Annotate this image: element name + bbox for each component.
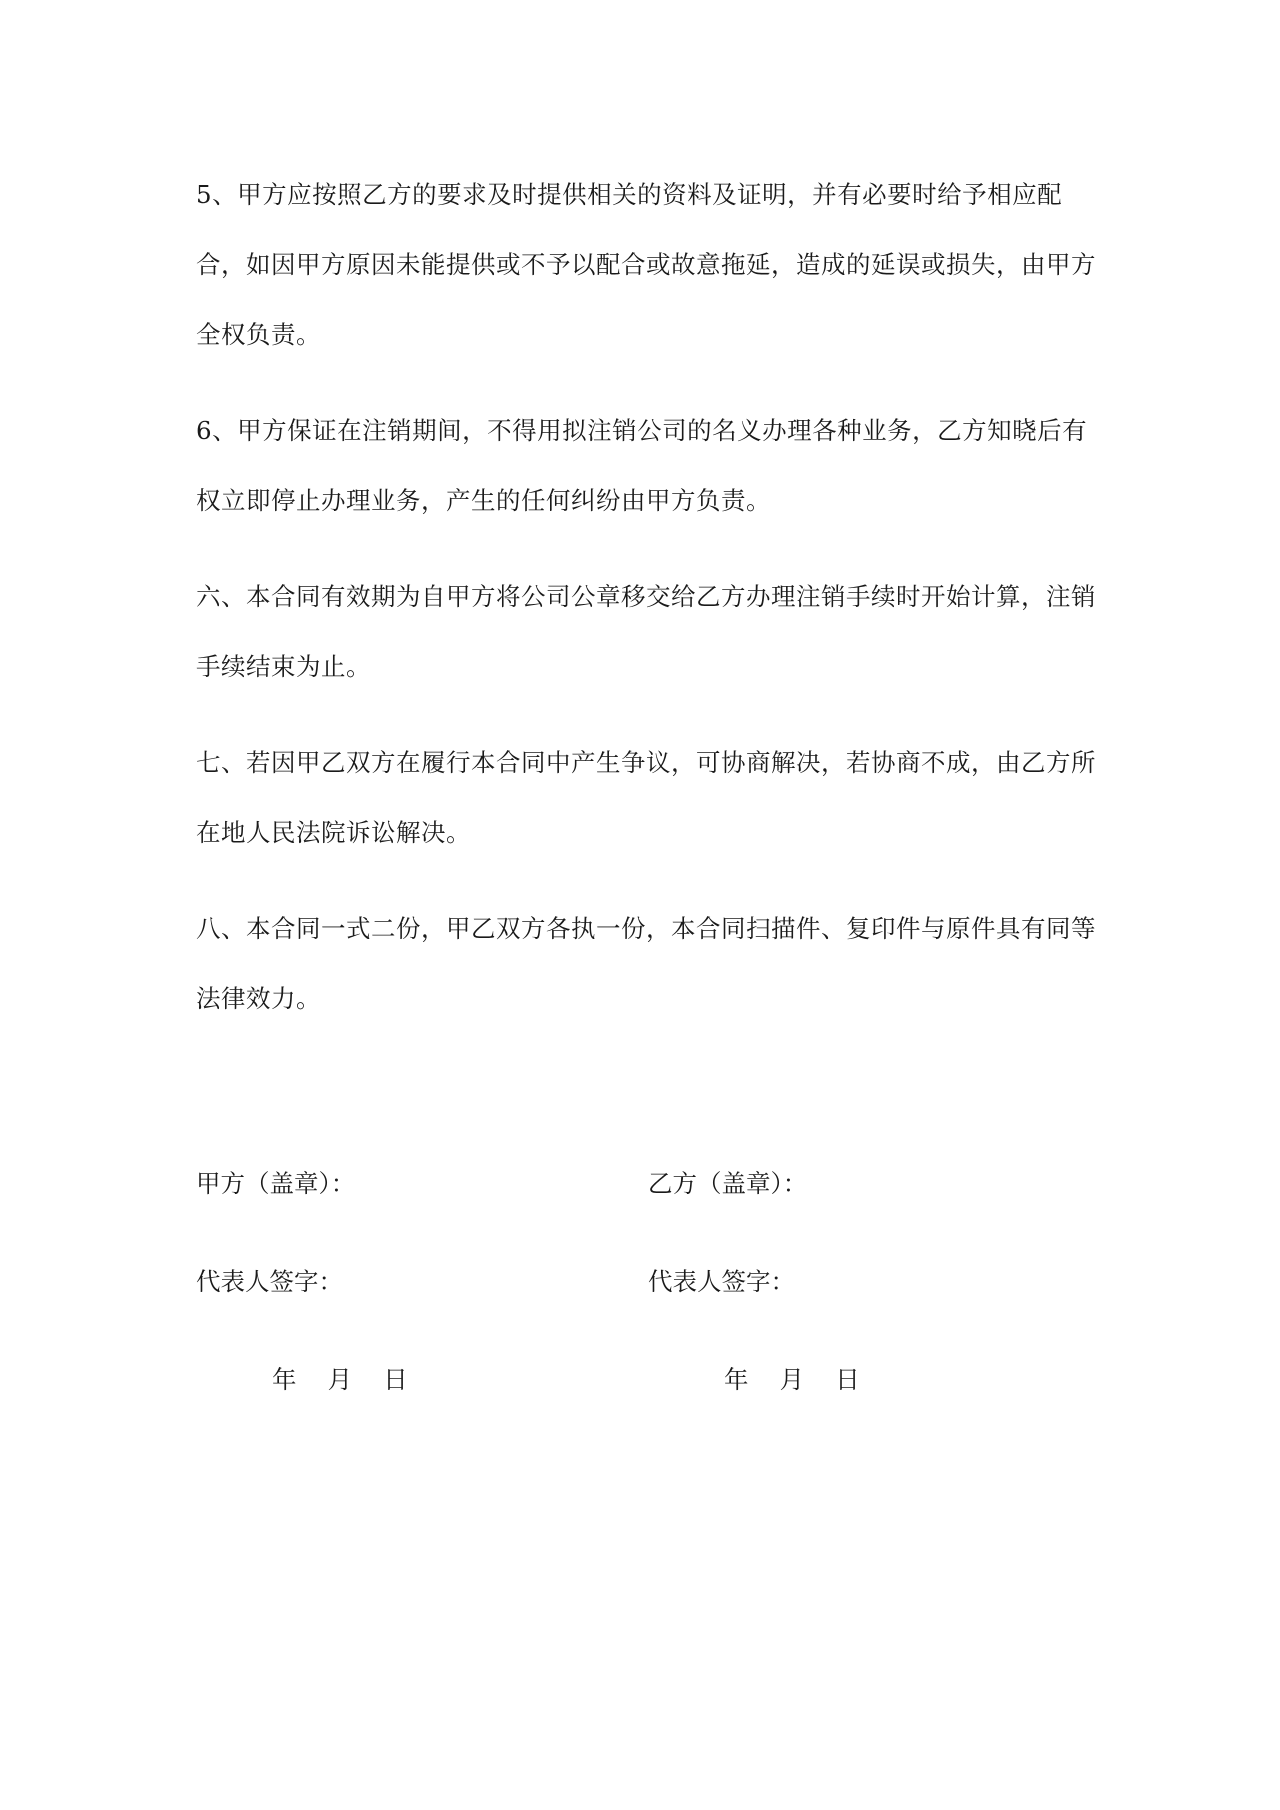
party-a-date: 年 月 日 <box>272 1365 408 1394</box>
seal-row <box>196 1160 1096 1258</box>
party-a-seal-label: 甲方（盖章）： <box>196 1169 356 1198</box>
party-b-date: 年 月 日 <box>724 1365 860 1394</box>
representative-row <box>196 1258 1096 1356</box>
clause-6: 6、甲方保证在注销期间，不得用拟注销公司的名义办理各种业务，乙方知晓后有权立即停止办理业务，产生的任何纠纷由甲方负责。 <box>196 416 1088 515</box>
clause-copies: 八、本合同一式二份，甲乙双方各执一份，本合同扫描件、复印件与原件具有同等法律效力。 <box>196 914 1096 1013</box>
party-b-seal-label: 乙方（盖章）： <box>648 1169 808 1198</box>
clause-5: 5、甲方应按照乙方的要求及时提供相关的资料及证明，并有必要时给予相应配合，如因甲方原因未能提供或不予以配合或故意拖延，造成的延误或损失，由甲方全权负责。 <box>196 180 1096 349</box>
date-row <box>196 1356 1096 1454</box>
party-b-rep-label: 代表人签字： <box>648 1267 795 1296</box>
clause-validity: 六、本合同有效期为自甲方将公司公章移交给乙方办理注销手续时开始计算，注销手续结束为止。 <box>196 582 1096 681</box>
party-a-rep-label: 代表人签字： <box>196 1267 343 1296</box>
signature-block <box>196 1160 1096 1454</box>
clause-dispute: 七、若因甲乙双方在履行本合同中产生争议，可协商解决，若协商不成，由乙方所在地人民法院诉讼解决。 <box>196 748 1096 847</box>
contract-clauses <box>196 160 1096 1034</box>
